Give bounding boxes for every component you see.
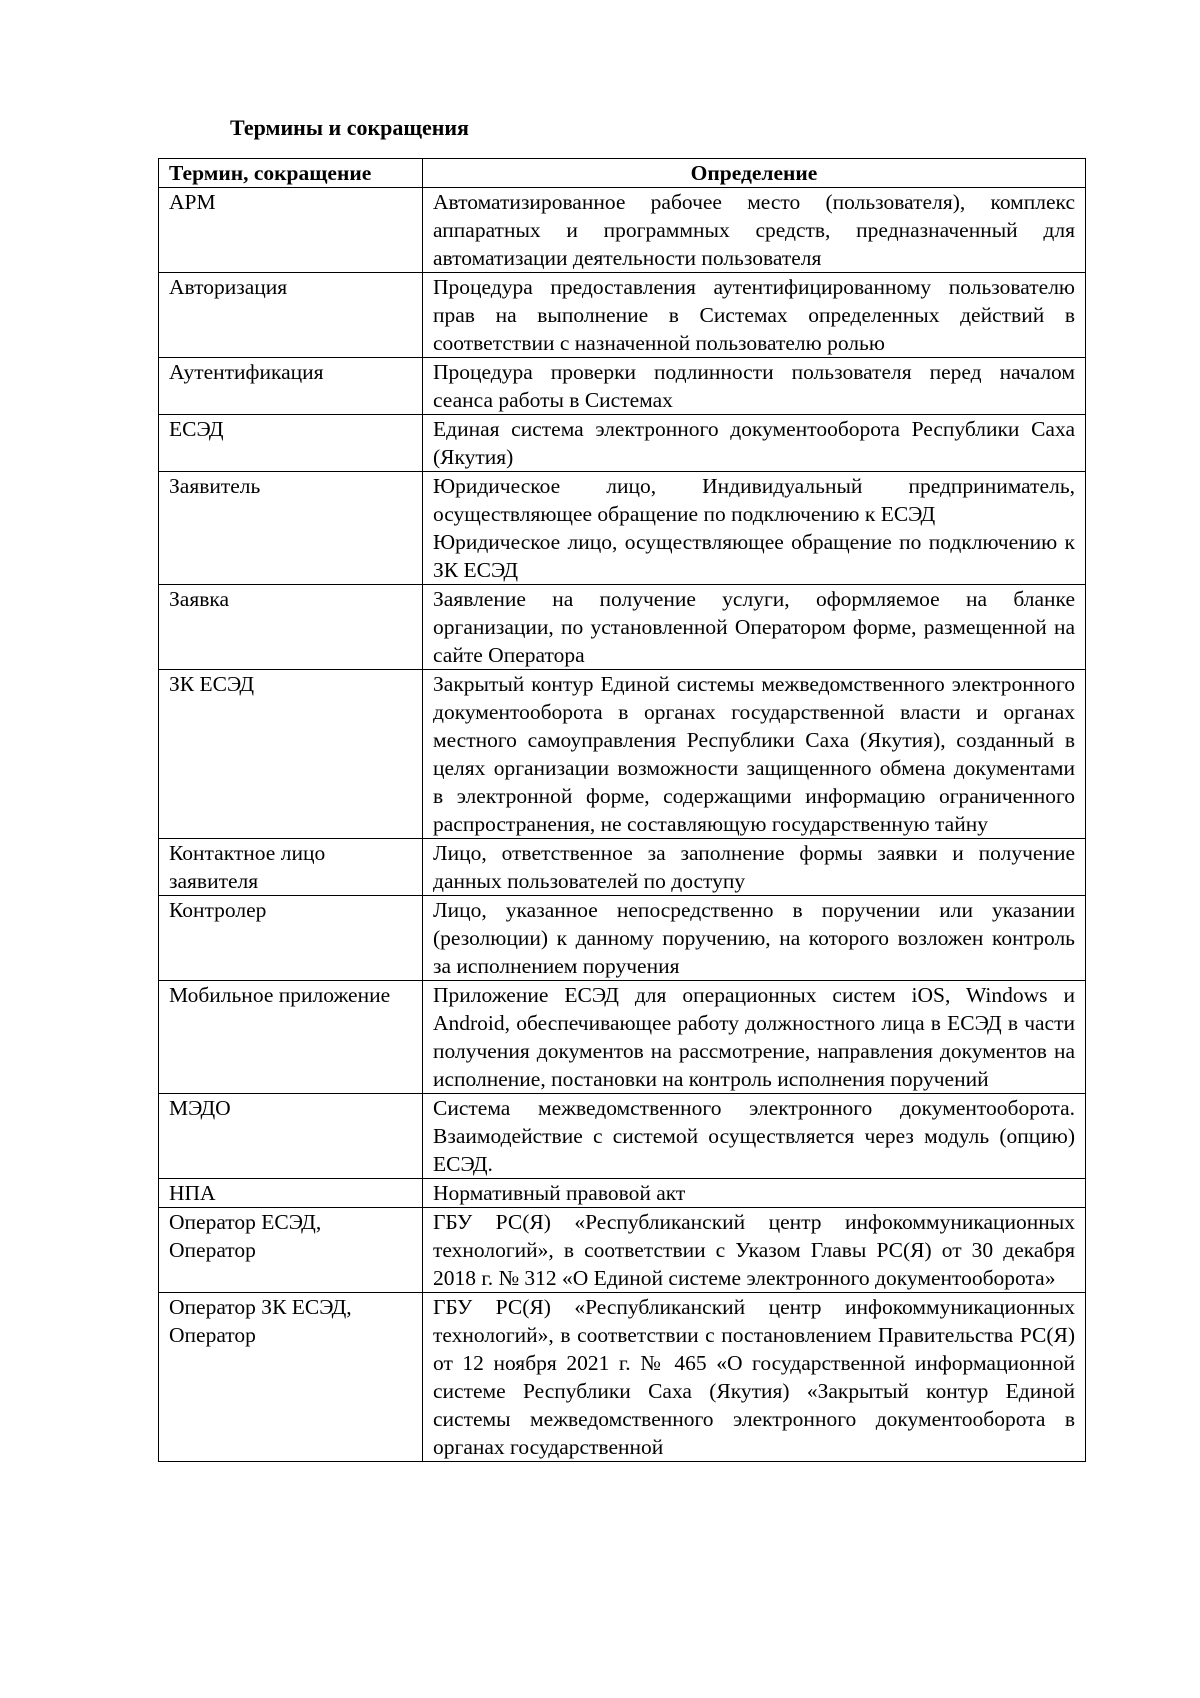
header-definition: Определение	[423, 159, 1086, 188]
table-row	[159, 1094, 1086, 1179]
table-row	[159, 670, 1086, 839]
term-cell: Аутентификация	[159, 358, 423, 415]
definition-cell	[423, 1208, 1086, 1293]
table-header-row	[159, 159, 1086, 188]
term-cell: Оператор ЗК ЕСЭД, Оператор	[159, 1293, 423, 1462]
table-row	[159, 358, 1086, 415]
definition-cell	[423, 188, 1086, 273]
table-row	[159, 472, 1086, 585]
definition-cell	[423, 358, 1086, 415]
definition-paragraph: Юридическое лицо, Индивидуальный предприниматель, осуществляющее обращение по подключению к ЕСЭД	[433, 474, 1075, 526]
definition-cell	[423, 415, 1086, 472]
table-row	[159, 981, 1086, 1094]
table-row	[159, 585, 1086, 670]
definition-cell	[423, 585, 1086, 670]
definition-paragraph: Единая система электронного документооборота Республики Саха (Якутия)	[433, 417, 1075, 469]
definition-paragraph: Процедура предоставления аутентифицированному пользователю прав на выполнение в Системах определенных действий в соответствии с назначенной пользователю ролью	[433, 275, 1075, 355]
term-cell: Заявка	[159, 585, 423, 670]
definition-cell	[423, 1094, 1086, 1179]
table-row	[159, 839, 1086, 896]
definition-paragraph: Заявление на получение услуги, оформляемое на бланке организации, по установленной Оператором форме, размещенной на сайте Оператора	[433, 587, 1075, 667]
definition-paragraph: Автоматизированное рабочее место (пользователя), комплекс аппаратных и программных средств, предназначенный для автоматизации деятельности пользователя	[433, 190, 1075, 270]
definition-paragraph: ГБУ РС(Я) «Республиканский центр инфокоммуникационных технологий», в соответствии с постановлением Правительства РС(Я) от 12 ноября 2021 г. № 465 «О государственной информационной системе Республики Саха (Якутия) «Закрытый контур Единой системы межведомственного электронного документооборота в органах государственной	[433, 1295, 1075, 1459]
definition-paragraph: Юридическое лицо, осуществляющее обращение по подключению к ЗК ЕСЭД	[433, 530, 1075, 582]
definition-cell	[423, 896, 1086, 981]
term-cell: Оператор ЕСЭД, Оператор	[159, 1208, 423, 1293]
definition-cell	[423, 1293, 1086, 1462]
definition-paragraph: Лицо, указанное непосредственно в поручении или указании (резолюции) к данному поручению, на которого возложен контроль за исполнением поручения	[433, 898, 1075, 978]
definition-paragraph: Процедура проверки подлинности пользователя перед началом сеанса работы в Системах	[433, 360, 1075, 412]
table-row	[159, 1208, 1086, 1293]
table-row	[159, 188, 1086, 273]
header-term: Термин, сокращение	[159, 159, 423, 188]
term-cell: НПА	[159, 1179, 423, 1208]
term-cell: МЭДО	[159, 1094, 423, 1179]
definition-cell	[423, 981, 1086, 1094]
table-row	[159, 896, 1086, 981]
definition-paragraph: Приложение ЕСЭД для операционных систем iOS, Windows и Android, обеспечивающее работу должностного лица в ЕСЭД в части получения документов на рассмотрение, направления документов на исполнение, постановки на контроль исполнения поручений	[433, 983, 1075, 1091]
definition-cell	[423, 839, 1086, 896]
term-cell: Мобильное приложение	[159, 981, 423, 1094]
term-cell: Контактное лицо заявителя	[159, 839, 423, 896]
table-row	[159, 273, 1086, 358]
term-cell: Заявитель	[159, 472, 423, 585]
definition-paragraph: Нормативный правовой акт	[433, 1181, 686, 1205]
section-title: Термины и сокращения	[230, 115, 469, 140]
term-cell: Контролер	[159, 896, 423, 981]
definition-cell	[423, 273, 1086, 358]
definition-paragraph: ГБУ РС(Я) «Республиканский центр инфокоммуникационных технологий», в соответствии с Указом Главы РС(Я) от 30 декабря 2018 г. № 312 «О Единой системе электронного документооборота»	[433, 1210, 1075, 1290]
term-cell: Авторизация	[159, 273, 423, 358]
term-cell: АРМ	[159, 188, 423, 273]
table-row	[159, 1179, 1086, 1208]
term-cell: ЗК ЕСЭД	[159, 670, 423, 839]
definition-cell	[423, 1179, 1086, 1208]
definition-cell	[423, 472, 1086, 585]
terms-table-body	[159, 188, 1086, 1462]
definition-cell	[423, 670, 1086, 839]
definition-paragraph: Лицо, ответственное за заполнение формы заявки и получение данных пользователей по доступу	[433, 841, 1075, 893]
table-row	[159, 415, 1086, 472]
terms-table	[158, 158, 1086, 1462]
table-row	[159, 1293, 1086, 1462]
definition-paragraph: Система межведомственного электронного документооборота. Взаимодействие с системой осуществляется через модуль (опцию) ЕСЭД.	[433, 1096, 1075, 1176]
definition-paragraph: Закрытый контур Единой системы межведомственного электронного документооборота в органах государственной власти и органах местного самоуправления Республики Саха (Якутия), созданный в целях организации возможности защищенного обмена документами в электронной форме, содержащими информацию ограниченного распространения, не составляющую государственную тайну	[433, 672, 1075, 836]
term-cell: ЕСЭД	[159, 415, 423, 472]
